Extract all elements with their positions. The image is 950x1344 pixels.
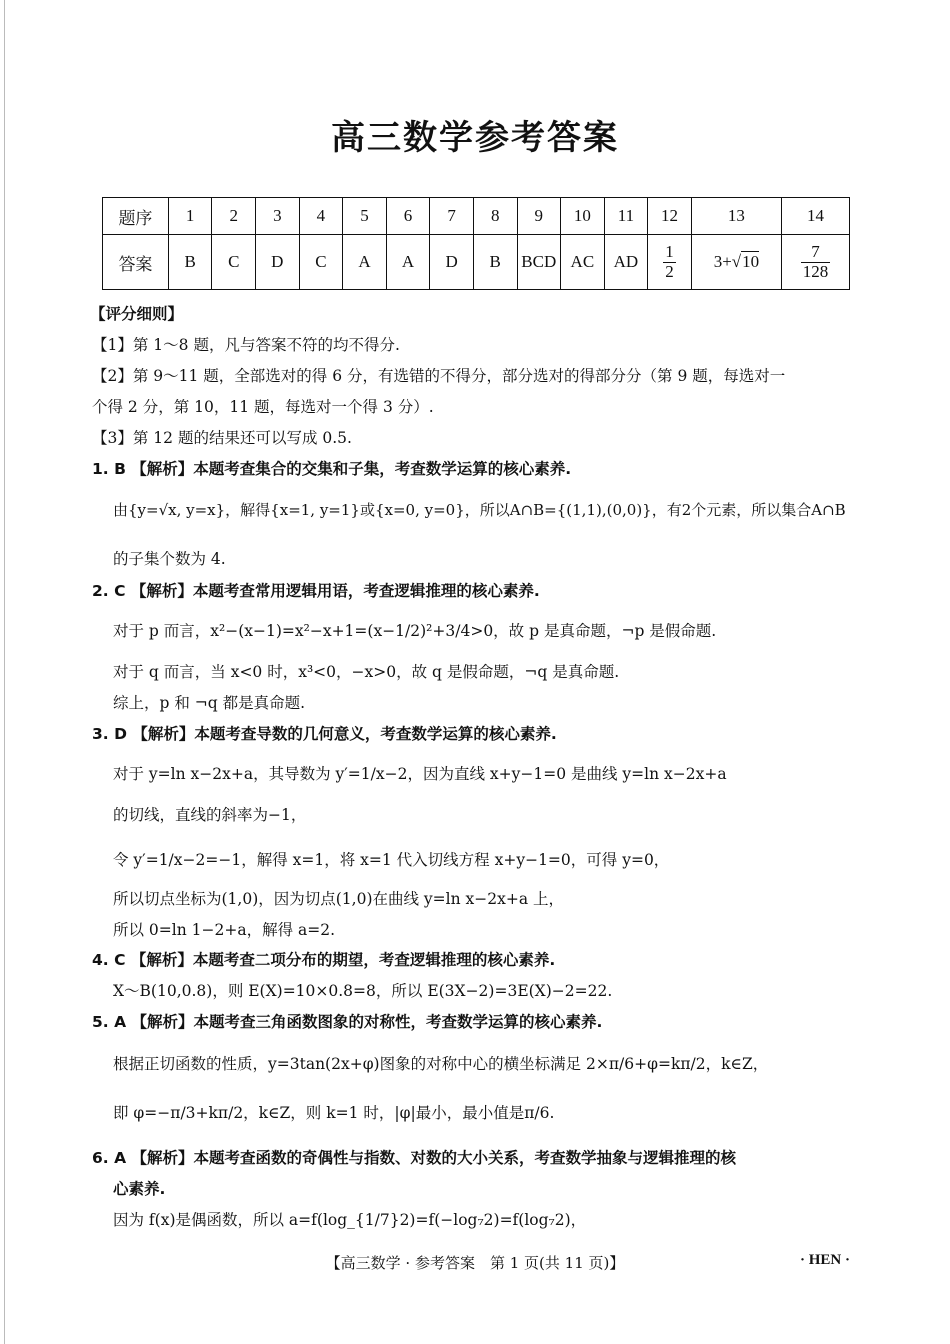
answer-cell: A: [386, 235, 430, 290]
fraction-numerator: 1: [665, 241, 674, 261]
number-cell: 8: [473, 198, 517, 235]
number-cell: 9: [517, 198, 561, 235]
q3-line-3: 令 y′=1/x−2=−1，解得 x=1，将 x=1 代入切线方程 x+y−1=0，可得 y=0，: [113, 851, 670, 869]
table-row: [103, 198, 850, 235]
q4-heading: 4. C 【解析】本题考查二项分布的期望，考查逻辑推理的核心素养.: [92, 951, 556, 969]
answer-cell: B: [168, 235, 212, 290]
number-cell: 3: [256, 198, 300, 235]
q2-heading: 2. C 【解析】本题考查常用逻辑用语，考查逻辑推理的核心素养.: [92, 582, 540, 600]
answer-cell: D: [256, 235, 300, 290]
answer-label-cell: 答案: [103, 235, 169, 290]
rule-2b: 个得 2 分，第 10，11 题，每选对一个得 3 分）.: [92, 398, 434, 416]
answer-cell: AD: [604, 235, 648, 290]
number-cell: 1: [168, 198, 212, 235]
q2-line-1: 对于 p 而言，x²−(x−1)=x²−x+1=(x−1/2)²+3/4>0，故 p 是真命题，¬p 是假命题.: [113, 622, 717, 640]
q5-line-1: 根据正切函数的性质，y=3tan(2x+φ)图象的对称中心的横坐标满足 2×π/6+φ=kπ/2，k∈Z，: [113, 1055, 769, 1073]
number-cell: 14: [782, 198, 850, 235]
table-row: [103, 235, 850, 290]
answer-cell: C: [212, 235, 256, 290]
page-title: 高三数学参考答案: [331, 118, 619, 158]
number-cell: 12: [648, 198, 692, 235]
footer-code: · HEN ·: [800, 1252, 851, 1268]
rule-1: 【1】第 1～8 题，凡与答案不符的均不得分.: [92, 336, 400, 354]
number-cell: 2: [212, 198, 256, 235]
rule-2a: 【2】第 9～11 题，全部选对的得 6 分，有选错的不得分，部分选对的得部分分（第 9 题，每选对一: [92, 367, 786, 385]
number-cell: 4: [299, 198, 343, 235]
fraction-denominator: 2: [665, 261, 674, 281]
number-cell: 13: [691, 198, 781, 235]
fraction-denominator: 128: [802, 261, 829, 281]
q2-line-2: 对于 q 而言，当 x<0 时，x³<0，−x>0，故 q 是假命题，¬q 是真命题.: [113, 663, 620, 681]
q5-heading: 5. A 【解析】本题考查三角函数图象的对称性，考查数学运算的核心素养.: [92, 1013, 603, 1031]
fraction: [801, 243, 831, 281]
q6-line-1: 因为 f(x)是偶函数，所以 a=f(log_{1/7}2)=f(−log₇2)=f(log₇2)，: [113, 1211, 587, 1229]
q6-heading-2: 心素养.: [113, 1180, 166, 1198]
number-cell: 7: [430, 198, 474, 235]
q3-line-1: 对于 y=ln x−2x+a，其导数为 y′=1/x−2，因为直线 x+y−1=0 是曲线 y=ln x−2x+a: [113, 765, 727, 783]
number-cell: 11: [604, 198, 648, 235]
number-cell: 5: [343, 198, 387, 235]
q2-line-3: 综上，p 和 ¬q 都是真命题.: [113, 694, 306, 712]
q6-heading-1: 6. A 【解析】本题考查函数的奇偶性与指数、对数的大小关系，考查数学抽象与逻辑推理的核: [92, 1149, 736, 1167]
rule-3: 【3】第 12 题的结果还可以写成 0.5.: [92, 429, 352, 447]
q1-line-1: 由{y=√x, y=x}，解得{x=1, y=1}或{x=0, y=0}，所以A∩B={(1,1),(0,0)}，有2个元素，所以集合A∩B: [113, 501, 846, 519]
number-cell: 10: [561, 198, 605, 235]
answer-cell: AC: [561, 235, 605, 290]
radicand: 10: [742, 252, 760, 271]
answer-table: [102, 197, 850, 290]
answer-cell: D: [430, 235, 474, 290]
answer-cell: B: [473, 235, 517, 290]
answer-cell-sqrt: [691, 235, 781, 290]
q5-line-2: 即 φ=−π/3+kπ/2，k∈Z，则 k=1 时，|φ|最小，最小值是π/6.: [113, 1104, 555, 1122]
q3-heading: 3. D 【解析】本题考查导数的几何意义，考查数学运算的核心素养.: [92, 725, 557, 743]
q4-line-1: X～B(10,0.8)，则 E(X)=10×0.8=8，所以 E(3X−2)=3E(X)−2=22.: [113, 982, 613, 1000]
q3-line-4: 所以切点坐标为(1,0)，因为切点(1,0)在曲线 y=ln x−2x+a 上，: [113, 890, 565, 908]
answer-cell: A: [343, 235, 387, 290]
q1-heading: 1. B 【解析】本题考查集合的交集和子集，考查数学运算的核心素养.: [92, 460, 572, 478]
fraction-numerator: 7: [801, 243, 831, 263]
answer-cell: BCD: [517, 235, 561, 290]
fraction: [663, 243, 676, 281]
q3-line-2: 的切线，直线的斜率为−1，: [113, 806, 307, 824]
rules-heading: 【评分细则】: [90, 305, 184, 323]
answer-cell-fraction: [648, 235, 692, 290]
q3-line-5: 所以 0=ln 1−2+a，解得 a=2.: [113, 921, 336, 939]
answer-prefix: 3+: [713, 252, 732, 271]
q1-line-2: 的子集个数为 4.: [113, 550, 226, 568]
answer-cell: C: [299, 235, 343, 290]
radical-icon: √: [731, 252, 742, 271]
header-label-cell: 题序: [103, 198, 169, 235]
footer-label: 【高三数学 · 参考答案 第 1 页(共 11 页)】: [325, 1254, 625, 1272]
answer-cell-fraction: [782, 235, 850, 290]
number-cell: 6: [386, 198, 430, 235]
